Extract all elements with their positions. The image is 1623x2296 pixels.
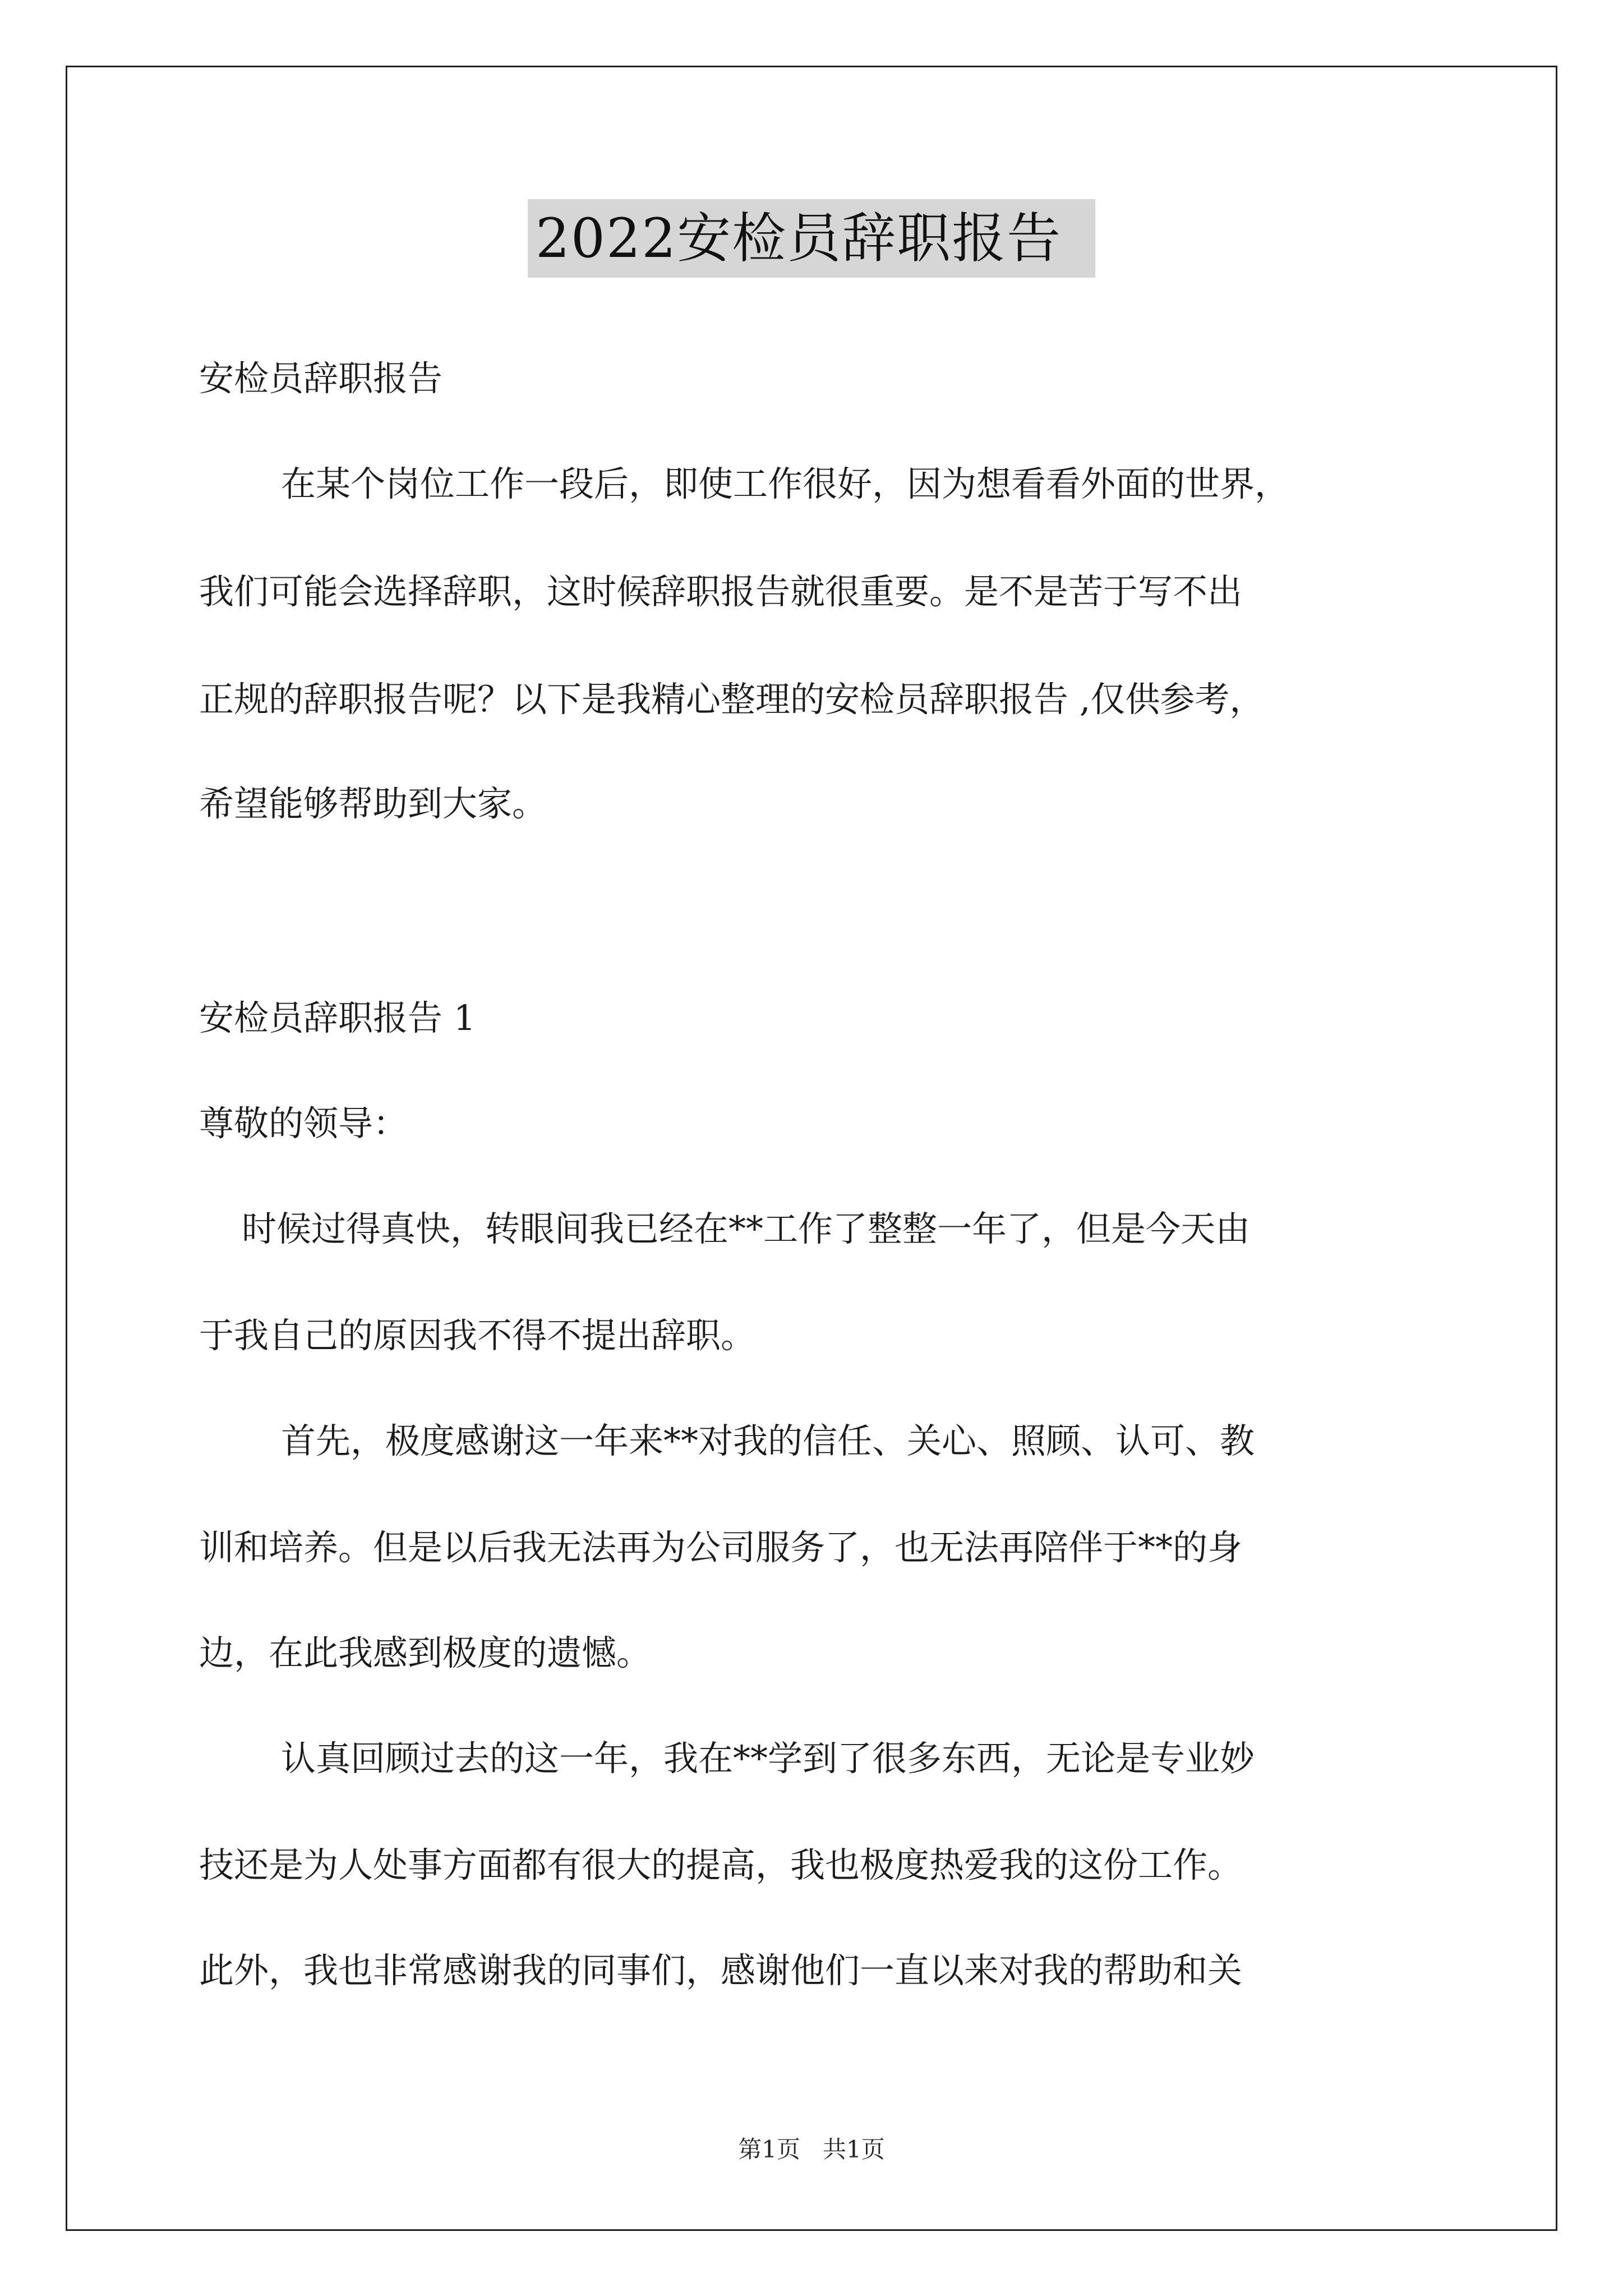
page-number: 第1页 共1页 [738, 2136, 885, 2163]
paragraph-line: 我们可能会选择辞职，这时候辞职报告就很重要。是不是苦于写不出 [199, 571, 1243, 612]
paragraph-line: 在某个岗位工作一段后，即使工作很好，因为想看看外面的世界， [281, 463, 1290, 504]
paragraph-line: 认真回顾过去的这一年，我在**学到了很多东西，无论是专业妙 [281, 1738, 1255, 1779]
section-heading: 安检员辞职报告 [199, 358, 443, 399]
paragraph-line: 边，在此我感到极度的遗憾。 [199, 1632, 652, 1673]
paragraph-line: 此外，我也非常感谢我的同事们，感谢他们一直以来对我的帮助和关 [199, 1950, 1243, 1991]
paragraph-line: 技还是为人处事方面都有很大的提高，我也极度热爱我的这份工作。 [199, 1844, 1243, 1885]
paragraph-line: 训和培养。但是以后我无法再为公司服务了，也无法再陪伴于**的身 [199, 1527, 1243, 1568]
document-title: 2022安检员辞职报告 [528, 199, 1095, 278]
paragraph-line: 时候过得真快，转眼间我已经在**工作了整整一年了，但是今天由 [242, 1208, 1251, 1249]
page-footer [0, 2136, 1623, 2164]
paragraph-line: 正规的辞职报告呢？以下是我精心整理的安检员辞职报告 ,仅供参考， [199, 679, 1265, 720]
paragraph-line: 首先，极度感谢这一年来**对我的信任、关心、照顾、认可、教 [281, 1420, 1255, 1461]
title-container [0, 199, 1623, 278]
section-heading: 安检员辞职报告 1 [199, 997, 476, 1038]
paragraph-line: 希望能够帮助到大家。 [199, 783, 547, 824]
paragraph-line: 于我自己的原因我不得不提出辞职。 [199, 1315, 756, 1356]
salutation: 尊敬的领导： [199, 1103, 408, 1144]
